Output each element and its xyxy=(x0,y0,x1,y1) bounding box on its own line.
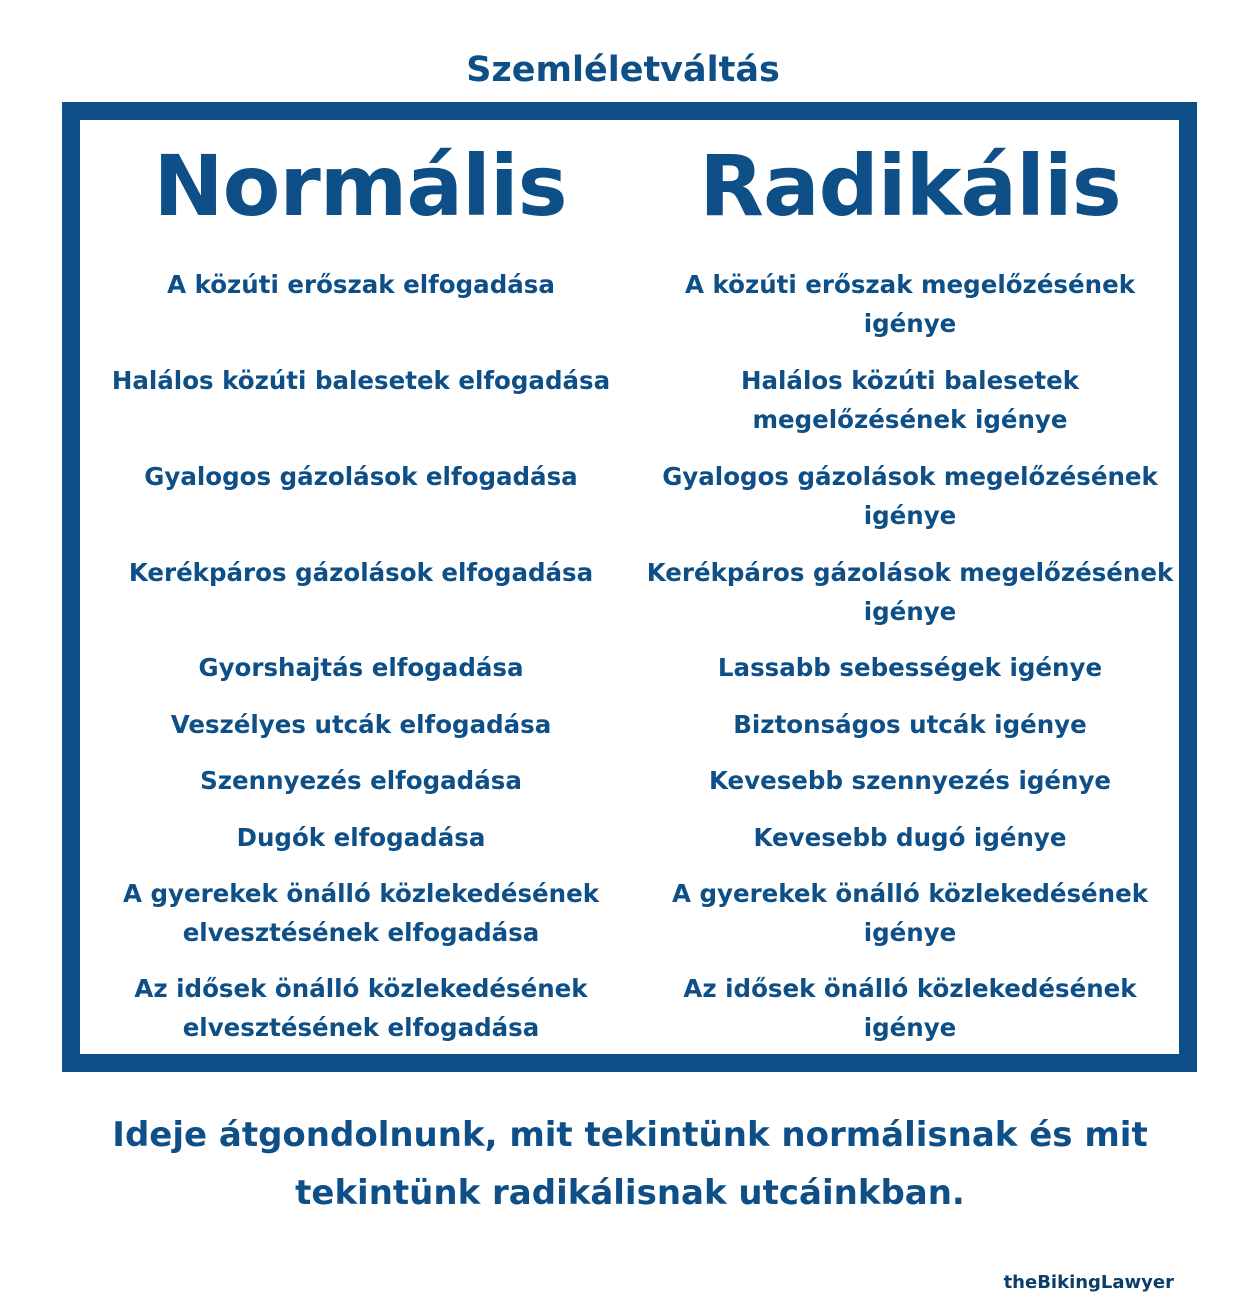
normal-item: Kerékpáros gázolások elfogadása xyxy=(128,558,594,587)
normal-item: Veszélyes utcák elfogadása xyxy=(170,710,552,739)
normal-item: A közúti erőszak elfogadása xyxy=(167,270,555,299)
closing-statement: Ideje átgondolnunk, mit tekintünk normálisnak és mit tekintünk radikálisnak utcáinkban. xyxy=(112,1115,1148,1213)
radical-item: Kevesebb dugó igénye xyxy=(753,823,1067,852)
radical-item: Lassabb sebességek igénye xyxy=(717,653,1103,682)
radical-item: Biztonságos utcák igénye xyxy=(733,710,1087,739)
radical-item: A közúti erőszak megelőzésének igénye xyxy=(685,270,1135,338)
normal-item: A gyerekek önálló közlekedésének elvesztésének elfogadása xyxy=(122,879,600,947)
radical-item: A gyerekek önálló közlekedésének igénye xyxy=(671,879,1149,947)
normal-item: Gyalogos gázolások elfogadása xyxy=(144,462,578,491)
radical-item: Gyalogos gázolások megelőzésének igénye xyxy=(662,462,1158,530)
radical-item: Kevesebb szennyezés igénye xyxy=(708,766,1112,795)
radical-item: Az idősek önálló közlekedésének igénye xyxy=(683,974,1137,1042)
radical-item: Kerékpáros gázolások megelőzésének igénye xyxy=(646,558,1174,626)
page-title: Szemléletváltás xyxy=(466,50,780,90)
normal-column-heading: Normális xyxy=(153,137,567,235)
brand-signature: theBikingLawyer xyxy=(1003,1272,1174,1293)
normal-item: Dugók elfogadása xyxy=(236,823,486,852)
normal-item: Halálos közúti balesetek elfogadása xyxy=(111,366,611,395)
normal-item: Gyorshajtás elfogadása xyxy=(198,653,524,682)
normal-item: Szennyezés elfogadása xyxy=(200,766,522,795)
radical-column-heading: Radikális xyxy=(699,137,1121,235)
radical-item: Halálos közúti balesetek megelőzésének igénye xyxy=(740,366,1080,434)
normal-item: Az idősek önálló közlekedésének elvesztésének elfogadása xyxy=(134,974,588,1042)
